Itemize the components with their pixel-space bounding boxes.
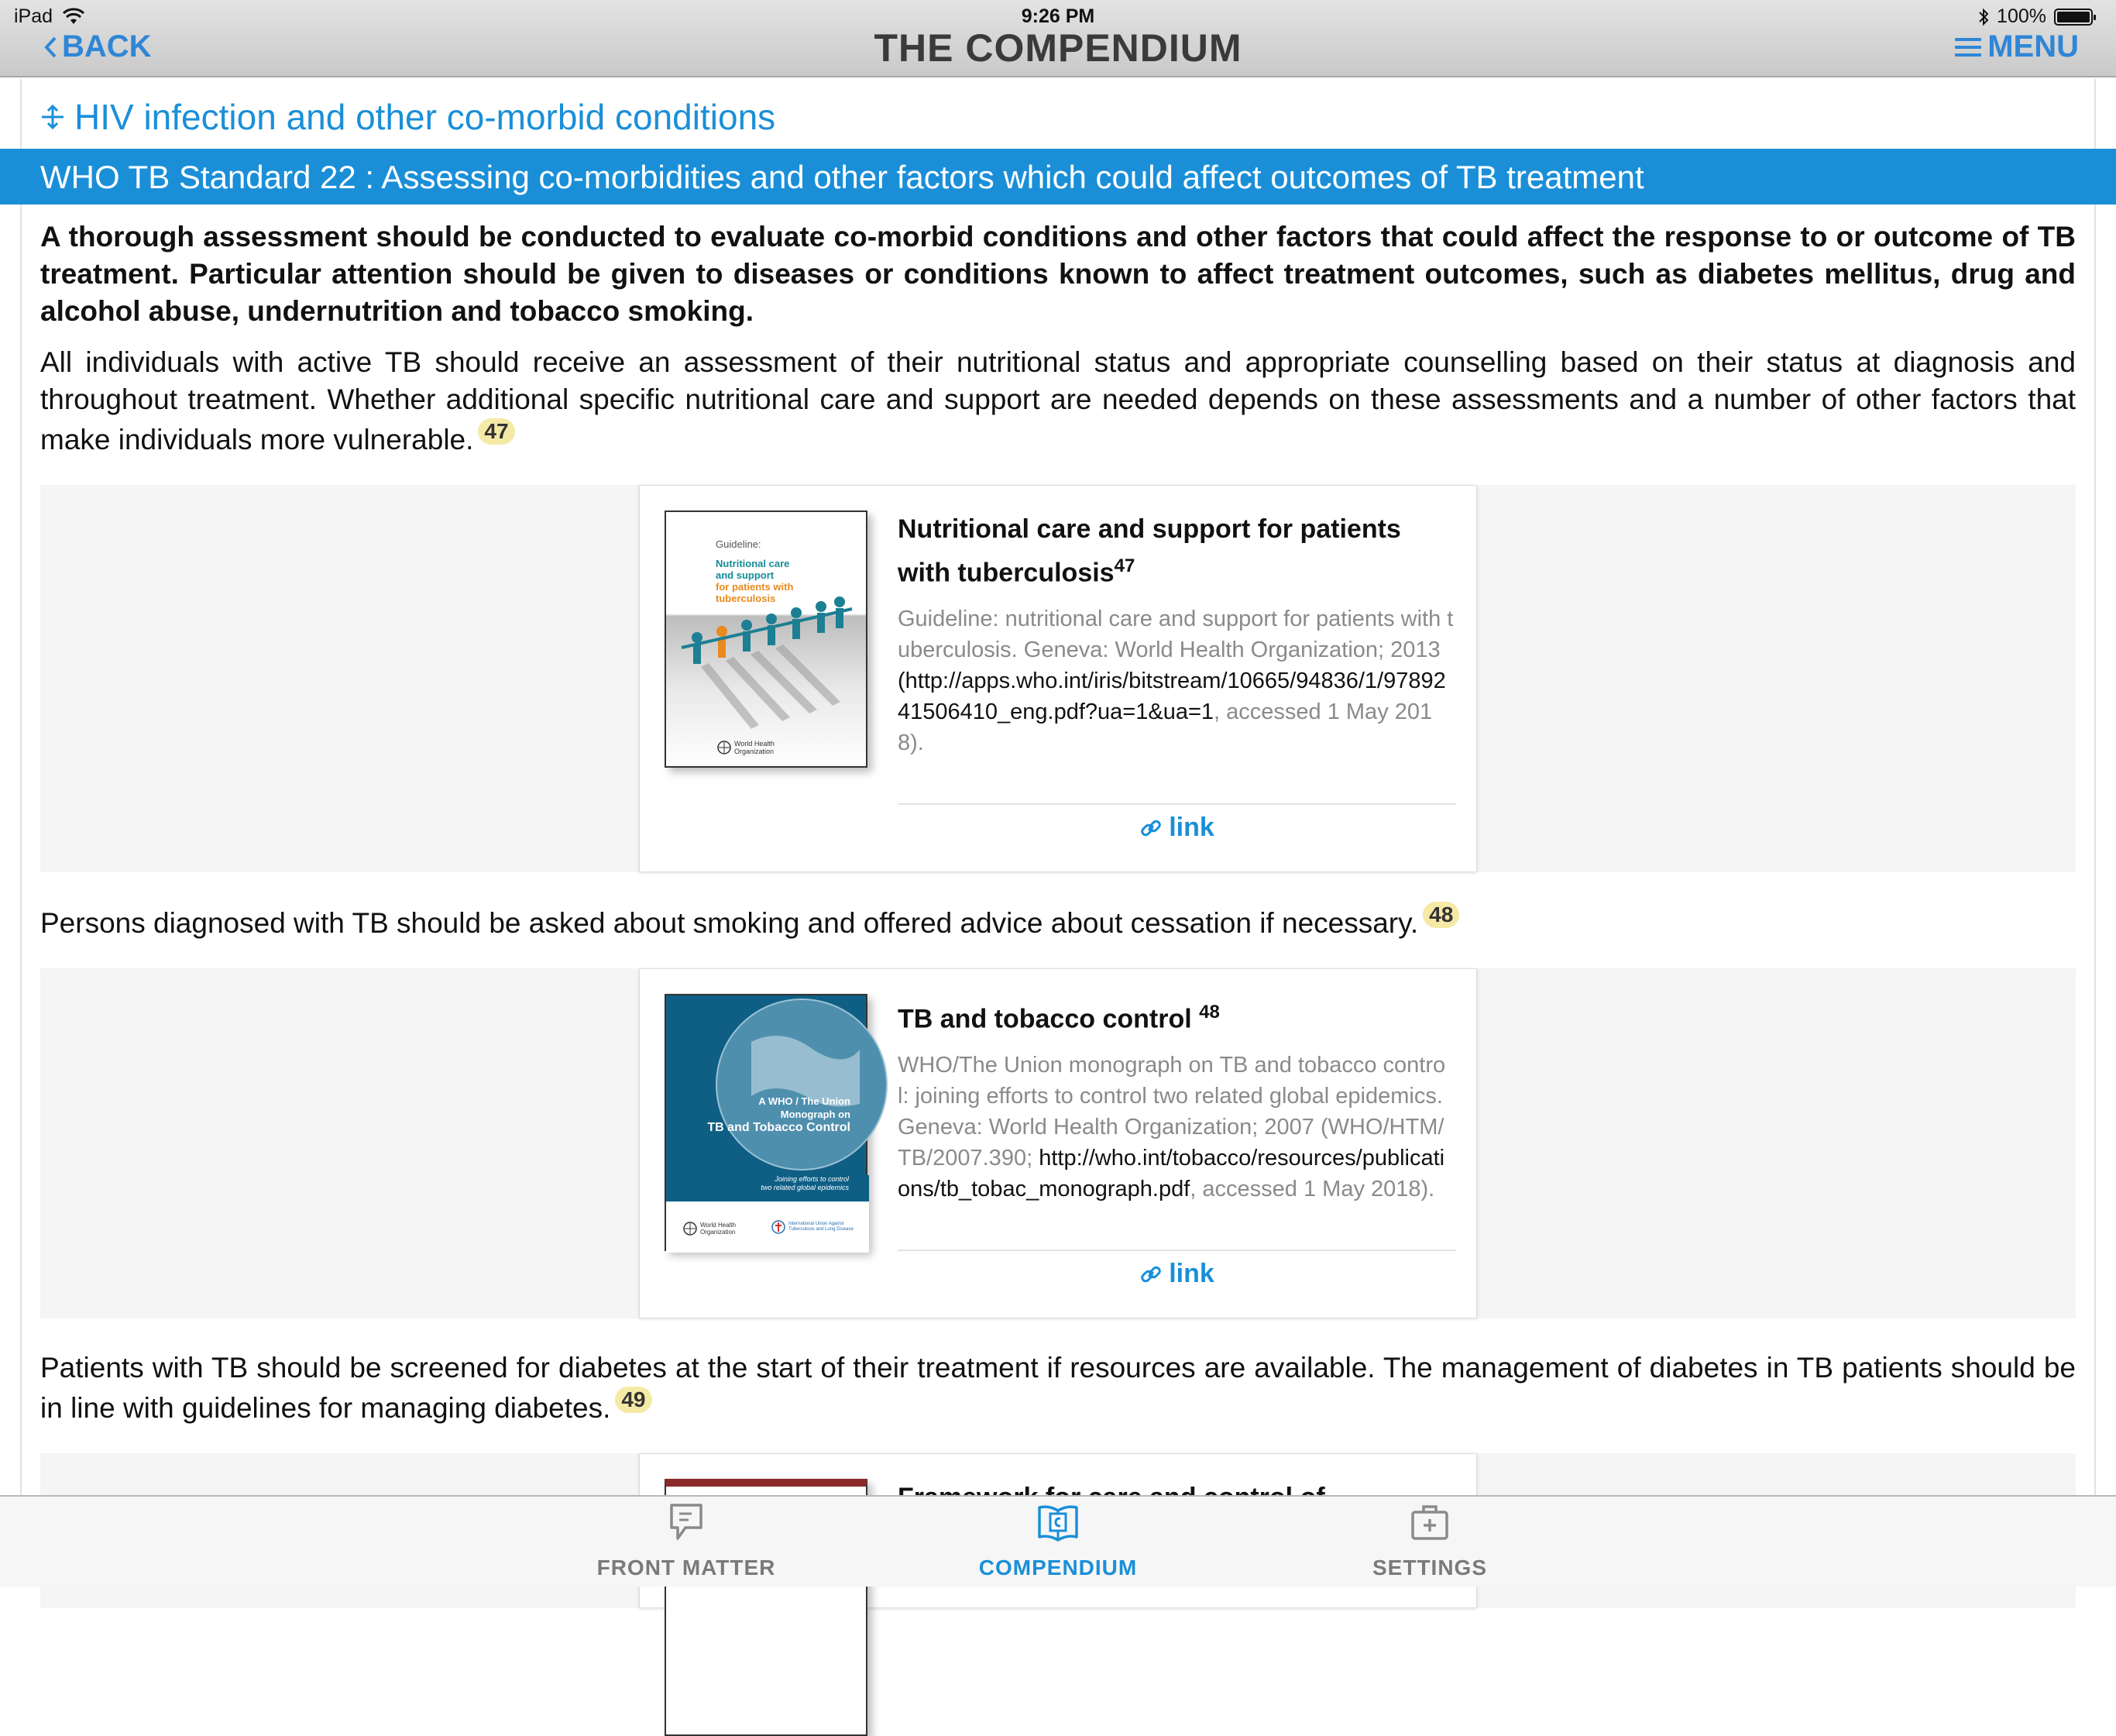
left-rail — [0, 79, 22, 1495]
card-divider — [898, 1250, 1456, 1251]
section-heading[interactable] — [40, 96, 775, 138]
book-cover-nutrition — [665, 510, 867, 768]
ref-badge-48[interactable]: 48 — [1423, 902, 1459, 928]
citation-url[interactable]: http://who.int/tobacco/resources/publications/tb_tobac_monograph.pdf — [898, 1146, 1445, 1202]
paragraph-nutrition — [40, 344, 2076, 459]
battery-percent: 100% — [1997, 5, 2046, 27]
cover-line: Guideline: — [716, 538, 761, 550]
citation-url[interactable]: (http://apps.who.int/iris/bitstream/10665/94836/1/9789241506410_eng.pdf?ua=1&ua=1 — [898, 669, 1446, 725]
reference-title-text: TB and tobacco control — [898, 1004, 1200, 1034]
top-navigation-bar — [0, 0, 2116, 77]
citation-accessed: , accessed 1 May 2018). — [1190, 1177, 1435, 1202]
cover-line: two related global epidemics — [761, 1184, 849, 1191]
reference-citation — [898, 603, 1455, 758]
cover-line: and support — [716, 569, 775, 581]
menu-button[interactable] — [1955, 29, 2079, 64]
cover-line: A WHO / The Union — [758, 1095, 850, 1107]
reference-title — [898, 994, 1455, 1037]
union-logo-icon — [771, 1220, 785, 1234]
tab-settings[interactable] — [1314, 1503, 1546, 1580]
cover-line: Nutritional care — [716, 558, 790, 569]
reference-title-text: Nutritional care and support for patients with tuberculosis — [898, 514, 1401, 588]
bottom-tab-bar — [0, 1495, 2116, 1586]
battery-icon — [2054, 9, 2093, 26]
collapse-arrows-icon — [40, 105, 65, 129]
cover-line: Joining efforts to control — [775, 1175, 849, 1183]
menu-label: MENU — [1987, 29, 2079, 64]
cover-publisher-2: International Union Against Tuberculosis and Lung Disease — [788, 1222, 854, 1232]
ref-badge-47[interactable]: 47 — [478, 418, 514, 445]
paragraph-diabetes-text: Patients with TB should be screened for diabetes at the start of their treatment if resources are available. The management of diabetes in TB patients should be in line with guidelines for managing diabetes. — [40, 1352, 2076, 1424]
tab-label: SETTINGS — [1372, 1556, 1487, 1580]
link-label: link — [1169, 1259, 1214, 1288]
who-logo-icon — [717, 741, 731, 755]
link-icon — [1139, 1263, 1163, 1286]
right-rail — [2094, 79, 2116, 1495]
content-scroll-area[interactable] — [25, 79, 2091, 1495]
ref-badge-49[interactable]: 49 — [615, 1387, 651, 1413]
back-label: BACK — [62, 29, 152, 64]
status-time: 9:26 PM — [1021, 5, 1095, 27]
reference-link-button[interactable] — [898, 1259, 1456, 1289]
cover-publisher: World Health Organization — [734, 740, 775, 755]
reference-card — [639, 485, 1477, 872]
paragraph-smoking-text: Persons diagnosed with TB should be asked about smoking and offered advice about cessation if necessary. — [40, 907, 1419, 939]
reference-sup: 47 — [1114, 555, 1135, 576]
intro-paragraph: A thorough assessment should be conducted to evaluate co-morbid conditions and other factors that could affect the response to or outcome of TB treatment. Particular attention should be given to diseases or conditions known to affect treatment outcomes, such as diabetes mellitus, drug and alcohol abuse, undernutrition and tobacco smoking. — [40, 221, 2076, 327]
reference-block — [40, 485, 2076, 872]
reference-block — [40, 968, 2076, 1318]
flag-icon — [668, 1503, 704, 1543]
people-illustration — [666, 512, 869, 769]
reference-title — [898, 510, 1455, 591]
book-cover-tobacco — [665, 994, 867, 1251]
cover-line: for patients with — [716, 581, 794, 593]
reference-sup: 48 — [1199, 1002, 1220, 1023]
link-label: link — [1169, 813, 1214, 842]
reference-text — [898, 510, 1455, 758]
cover-line: tuberculosis — [716, 593, 776, 604]
paragraph-diabetes — [40, 1349, 2076, 1427]
tab-label: COMPENDIUM — [978, 1556, 1138, 1580]
tab-label: FRONT MATTER — [596, 1556, 776, 1580]
reference-card — [639, 968, 1477, 1318]
status-right — [1978, 5, 2093, 28]
reference-link-button[interactable] — [898, 813, 1456, 843]
citation-accessed: , accessed 1 May 2018). — [898, 700, 1433, 756]
reference-citation — [898, 1050, 1455, 1205]
cover-line: Monograph on — [780, 1109, 850, 1120]
tab-compendium[interactable] — [942, 1503, 1174, 1580]
paragraph-smoking — [40, 902, 2076, 942]
bluetooth-icon — [1978, 8, 1989, 26]
tab-front-matter[interactable] — [570, 1503, 802, 1580]
cover-publisher: World Health Organization — [700, 1222, 737, 1236]
who-logo-icon — [683, 1222, 697, 1236]
paragraph-nutrition-text: All individuals with active TB should receive an assessment of their nutritional status and appropriate counselling based on their status at diagnosis and throughout treatment. Whether additional specific nutritional care and support are needed depends on these assessments and a number of other factors that make individuals more vulnerable. — [40, 346, 2076, 455]
citation-text: WHO/The Union monograph on TB and tobacco control: joining efforts to control two related global epidemics. Geneva: World Health Organization; 2007 (WHO/HTM/TB/2007.390; — [898, 1053, 1446, 1171]
section-heading-label: HIV infection and other co-morbid conditions — [74, 97, 776, 137]
link-icon — [1139, 816, 1163, 840]
app-title: THE COMPENDIUM — [874, 26, 1242, 70]
medical-kit-icon — [1410, 1503, 1450, 1543]
device-label: iPad — [14, 5, 53, 27]
standard-title-bar: WHO TB Standard 22 : Assessing co-morbidities and other factors which could affect outcomes of TB treatment — [0, 149, 2116, 205]
reference-text — [898, 994, 1455, 1205]
citation-text: Guideline: nutritional care and support for patients with tuberculosis. Geneva: World Health Organization; 2013 — [898, 607, 1454, 663]
cover-line: TB and Tobacco Control — [707, 1121, 850, 1134]
book-icon — [1036, 1503, 1080, 1543]
card-divider — [898, 803, 1456, 805]
hamburger-icon — [1955, 38, 1981, 57]
